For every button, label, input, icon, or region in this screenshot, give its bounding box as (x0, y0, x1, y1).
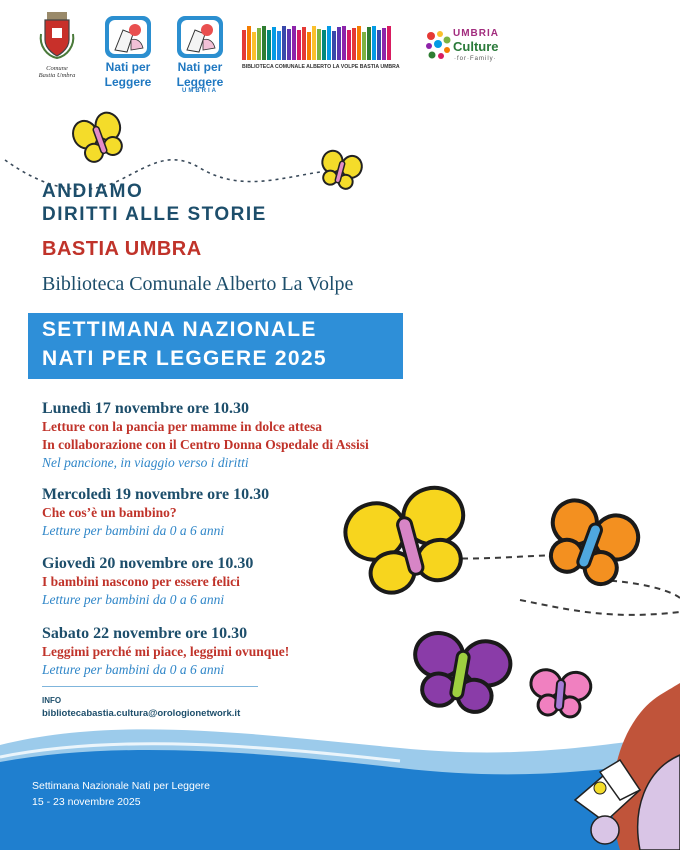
event-item (42, 399, 369, 472)
event-title: Leggimi perché mi piace, leggimi ovunque! (42, 644, 290, 659)
npl-umbria-logo-icon (177, 16, 223, 58)
event-title-2: In collaborazione con il Centro Donna Ospedale di Assisi (42, 437, 369, 452)
npl-umbria-line-2: Leggere (176, 75, 224, 89)
dotted-trail-right-3 (520, 600, 680, 615)
event-date: Mercoledì 19 novembre ore 10.30 (42, 486, 270, 503)
event-note: Letture per bambini da 0 a 6 anni (42, 592, 225, 607)
umbria-dots-icon (423, 28, 453, 64)
footer-dates: 15 - 23 novembre 2025 (32, 796, 141, 808)
npl-line-1: Nati per (105, 60, 151, 74)
comune-caption-2: Bastia Umbra (38, 72, 76, 79)
npl-umbria-logo (175, 16, 225, 94)
event-title: Che cos’è un bambino? (42, 505, 177, 520)
npl-line-2: Leggere (104, 75, 152, 89)
butterfly-icon (339, 481, 479, 601)
banner-line-1: SETTIMANA NAZIONALE (42, 318, 317, 341)
event-note: Nel pancione, in viaggio verso i diritti (42, 455, 249, 470)
butterfly-icon (528, 668, 592, 718)
comune-crest-icon (37, 10, 77, 60)
culture-word: Culture (453, 39, 499, 54)
npl-logo-icon (105, 16, 151, 58)
butterfly-icon (537, 494, 644, 592)
event-note: Letture per bambini da 0 a 6 anni (42, 662, 225, 677)
event-item (42, 554, 253, 609)
butterfly-icon (407, 629, 514, 717)
library-caption: BIBLIOTECA COMUNALE ALBERTO LA VOLPE BASTIA UMBRA (242, 64, 400, 70)
event-date: Giovedì 20 novembre ore 10.30 (42, 555, 254, 572)
banner-line-2: NATI PER LEGGERE 2025 (42, 347, 327, 370)
event-title: I bambini nascono per essere felici (42, 574, 240, 589)
heading-andiamo-line1: ANDIAMO (42, 181, 144, 202)
divider (42, 686, 258, 687)
event-date: Lunedì 17 novembre ore 10.30 (42, 400, 249, 417)
info-label: INFO (42, 696, 62, 705)
event-note: Letture per bambini da 0 a 6 anni (42, 523, 225, 538)
dotted-trail-right-2 (600, 580, 680, 598)
butterfly-icon (317, 148, 364, 191)
info-email[interactable]: bibliotecabastia.cultura@orologionetwork.it (42, 708, 241, 719)
library-title: Biblioteca Comunale Alberto La Volpe (42, 273, 354, 295)
event-date: Sabato 22 novembre ore 10.30 (42, 625, 248, 642)
comune-caption-1: Comune (46, 65, 68, 72)
event-item (42, 485, 269, 540)
heading-andiamo-line2: DIRITTI ALLE STORIE (42, 204, 267, 225)
heading-andiamo (42, 180, 267, 226)
npl-umbria-sub: UMBRIA (182, 88, 218, 94)
npl-umbria-line-1: Nati per (177, 60, 223, 74)
event-banner (28, 313, 403, 379)
library-logo (242, 26, 400, 70)
event-item (42, 624, 289, 679)
butterfly-icon (69, 109, 129, 166)
footer-title: Settimana Nazionale Nati per Leggere (32, 780, 211, 792)
npl-logo (104, 16, 152, 88)
umbria-word: UMBRIA (453, 28, 499, 39)
comune-logo (28, 10, 86, 79)
family-word: ·for·Family· (454, 56, 497, 62)
event-title: Letture con la pancia per mamme in dolce attesa (42, 419, 322, 434)
library-bars-logo (242, 26, 400, 60)
city-title: BASTIA UMBRA (42, 238, 202, 260)
